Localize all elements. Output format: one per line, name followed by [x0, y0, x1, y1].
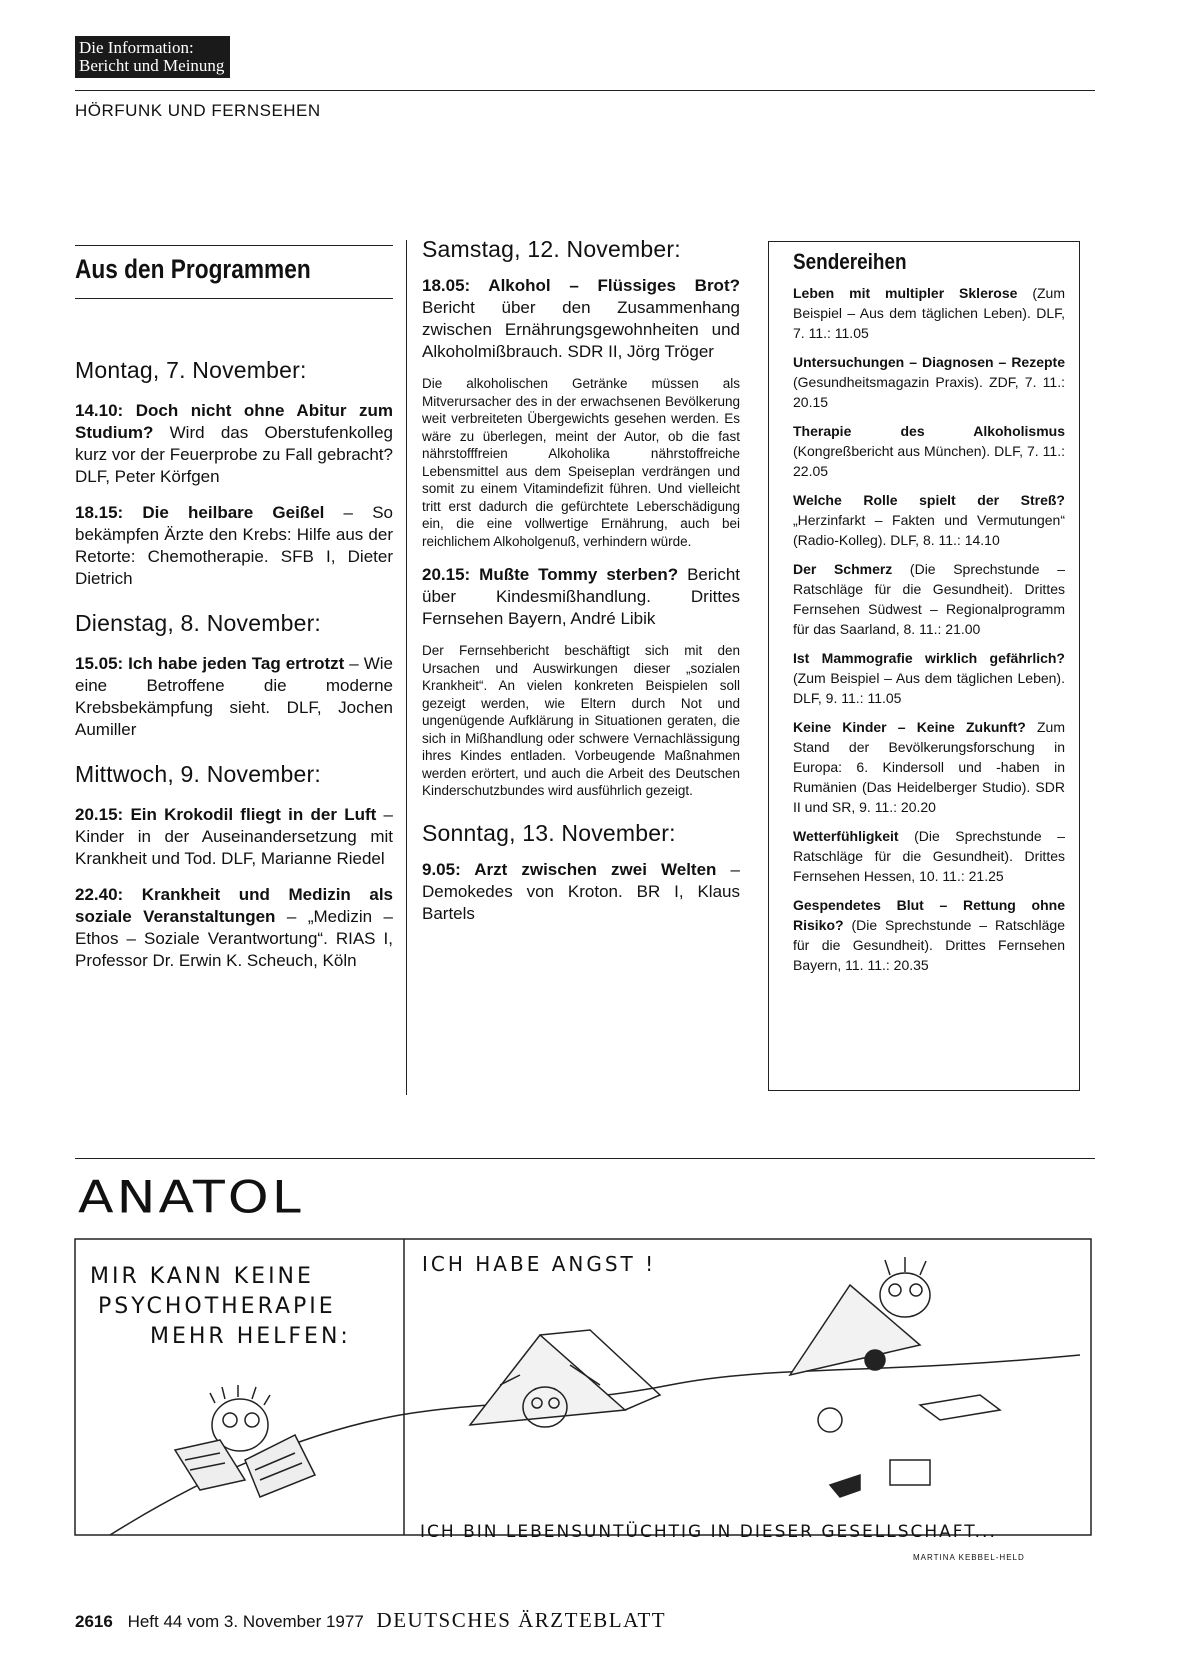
series-title: Untersuchungen – Diagnosen – Rezepte [793, 354, 1065, 370]
speech-line: MEHR HELFEN: [150, 1324, 351, 1349]
sendereihen-title: Sendereihen [793, 249, 907, 274]
series-title: Keine Kinder – Keine Zukunft? [793, 719, 1026, 735]
series-description: (Gesundheitsmagazin Praxis). ZDF, 7. 11.: 20.15 [793, 374, 1065, 410]
program-description: – Kinder in der Auseinandersetzung mit Krankheit und Tod. DLF, Marianne Riedel [75, 805, 393, 868]
day-heading: Samstag, 12. November: [422, 236, 681, 262]
program-entry [422, 564, 740, 630]
program-title: 22.40: Krankheit und Medizin als soziale Veranstaltungen [75, 885, 393, 926]
program-entry [422, 275, 740, 363]
comic-top-rule [75, 1158, 1095, 1159]
program-description: Bericht über Kindesmißhandlung. Drittes Fernsehen Bayern, André Libik [422, 565, 740, 628]
program-description: Bericht über den Zusammenhang zwischen Ernährungsgewohnheiten und Alkoholmißbrauch. SDR II, Jörg Tröger [422, 298, 740, 361]
series-item [793, 490, 1065, 550]
series-title: Ist Mammografie wirklich gefährlich? [793, 650, 1065, 666]
series-title: Wetterfühligkeit [793, 828, 899, 844]
program-entry [75, 653, 393, 741]
column-divider [406, 240, 407, 1095]
column-rule-top [75, 245, 393, 246]
program-title: 18.15: Die heilbare Geißel [75, 503, 325, 522]
programs-title: Aus den Programmen [75, 254, 311, 284]
issue-info: Heft 44 vom 3. November 1977 [127, 1612, 364, 1631]
masthead [75, 36, 230, 78]
day-heading: Dienstag, 8. November: [75, 610, 322, 636]
series-description: (Kongreßbericht aus München). DLF, 7. 11.: 22.05 [793, 443, 1065, 479]
series-item [793, 648, 1065, 708]
program-entry [422, 859, 740, 925]
program-description: – „Medizin – Ethos – Soziale Verantwortung“. RIAS I, Professor Dr. Erwin K. Scheuch, Köln [75, 907, 393, 970]
masthead-line1: Die Information: [79, 38, 194, 57]
program-description: – Demokedes von Kroton. BR I, Klaus Bartels [422, 859, 740, 923]
program-entry [75, 804, 393, 870]
speech-bubble-panel2: ICH HABE ANGST ! [422, 1252, 657, 1276]
series-description: (Die Sprechstunde – Ratschläge für die Gesundheit). Drittes Fernsehen Bayern, 11. 11.: 20.35 [793, 917, 1065, 973]
program-entry [75, 884, 393, 972]
speech-line: PSYCHOTHERAPIE [98, 1294, 336, 1319]
series-item [793, 717, 1065, 817]
program-title: 9.05: Arzt zwischen zwei Welten [422, 859, 717, 879]
comic-title: ANATOL [78, 1172, 304, 1224]
program-summary: Der Fernsehbericht beschäftigt sich mit den Ursachen und Auswirkungen dieser „sozialen Krankheit“. An vielen konkreten Beispielen soll gezeigt werden, wie Eltern durch Not und ungenügende Aufklärung in Situationen geraten, die sich in Mißhandlung oder schwere Vernachlässigung ihres Kindes entladen. Vorbeugende Maßnahmen werden erörtert, und auch die Arbeit des Deutschen Kinderschutzbundes wird ausführlich gezeigt. [422, 643, 740, 798]
speech-bubble-panel1 [90, 1262, 351, 1352]
series-description: „Herzinfarkt – Fakten und Vermutungen“ (Radio-Kolleg). DLF, 8. 11.: 14.10 [793, 512, 1065, 548]
series-item [793, 283, 1065, 343]
speech-line: MIR KANN KEINE [90, 1264, 314, 1289]
program-summary: Die alkoholischen Getränke müssen als Mitverursacher des in der erwachsenen Bevölkerung weit verbreiteten Übergewichts gesehen werden. Es wäre zu überlegen, meint der Autor, ob die fast nährstofffreien Alkoholika nährstoffreiche Lebensmittel aus dem Speiseplan verdrängen und somit zu einem Vitamindefizit führen. Und vielleicht tritt erst dadurch die gefürchtete Leberschädigung ein, die eine vollwertige Ernährung, auch bei reichlichem Alkoholgenuß, verhindern würde. [422, 376, 740, 549]
series-item [793, 421, 1065, 481]
sendereihen-list [793, 283, 1065, 975]
series-title: Leben mit multipler Sklerose [793, 285, 1018, 301]
program-entry [75, 502, 393, 590]
series-item [793, 559, 1065, 639]
speech-bubble-panel3: ICH BIN LEBENSUNTÜCHTIG IN DIESER GESELLSCHAFT... [420, 1522, 997, 1542]
column-2 [422, 236, 740, 925]
series-description: (Zum Beispiel – Aus dem täglichen Leben). DLF, 9. 11.: 11.05 [793, 670, 1065, 706]
program-title: 20.15: Mußte Tommy sterben? [422, 565, 679, 584]
series-description: (Die Sprechstunde – Ratschläge für die Gesundheit). Drittes Fernsehen Hessen, 10. 11.: 21.25 [793, 828, 1065, 884]
character-hiding-icon [470, 1330, 660, 1427]
series-item [793, 352, 1065, 412]
day-heading: Mittwoch, 9. November: [75, 761, 321, 787]
day-heading: Montag, 7. November: [75, 357, 307, 383]
program-title: 20.15: Ein Krokodil fliegt in der Luft [75, 805, 377, 824]
series-title: Gespendetes Blut – Rettung ohne Risiko? [793, 897, 1065, 933]
program-title: 18.05: Alkohol – Flüssiges Brot? [422, 276, 740, 295]
program-title: 15.05: Ich habe jeden Tag ertrotzt [75, 654, 345, 673]
series-title: Der Schmerz [793, 561, 893, 577]
series-description: Zum Stand der Bevölkerungsforschung in Europa: 6. Kindersoll und -haben in Rumänien (Das Heidelberger Studio). SDR II und SR, 9. 11.: 20.20 [793, 719, 1065, 815]
masthead-line2: Bericht und Meinung [79, 56, 225, 75]
series-item [793, 826, 1065, 886]
series-title: Welche Rolle spielt der Streß? [793, 492, 1065, 508]
comic-credit: MARTINA KEBBEL-HELD [913, 1553, 1025, 1562]
section-heading: HÖRFUNK UND FERNSEHEN [75, 101, 321, 120]
sendereihen-box [768, 241, 1080, 1091]
series-description: (Die Sprechstunde – Ratschläge für die Gesundheit). Drittes Fernsehen Südwest – Regionalprogramm für das Saarland, 8. 11.: 21.00 [793, 561, 1065, 637]
program-description: – So bekämpfen Ärzte den Krebs: Hilfe aus der Retorte: Chemotherapie. SFB I, Dieter Dietrich [75, 503, 393, 588]
character-fleeing-icon [790, 1257, 1000, 1497]
program-description: – Wie eine Betroffene die moderne Krebsbekämpfung sieht. DLF, Jochen Aumiller [75, 654, 393, 739]
program-entry [75, 400, 393, 488]
top-rule [75, 90, 1095, 91]
series-item [793, 895, 1065, 975]
series-description: (Zum Beispiel – Aus dem täglichen Leben). DLF, 7. 11.: 11.05 [793, 285, 1065, 341]
program-title: 14.10: Doch nicht ohne Abitur zum Studium? [75, 401, 393, 442]
character-reading-icon [175, 1385, 315, 1497]
page-number: 2616 [75, 1612, 113, 1631]
program-description: Wird das Oberstufenkolleg kurz vor der Feuerprobe zu Fall gebracht? DLF, Peter Körfgen [75, 423, 393, 486]
footer [75, 1608, 666, 1633]
day-heading: Sonntag, 13. November: [422, 819, 676, 846]
column-1 [75, 357, 393, 972]
series-title: Therapie des Alkoholismus [793, 423, 1065, 439]
column-rule-bottom [75, 298, 393, 299]
magazine-name: DEUTSCHES ÄRZTEBLATT [376, 1608, 667, 1632]
